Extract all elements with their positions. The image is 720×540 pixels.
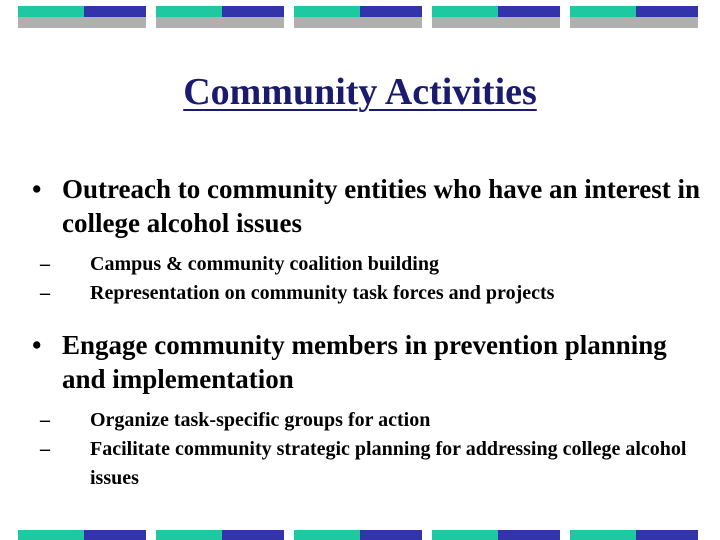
decorative-segment [294,530,426,540]
sub-bullet-item [30,250,700,279]
sub-bullet-text: Organize task-specific groups for action [90,409,431,431]
decorative-segment [294,6,426,30]
decorative-segment [156,530,288,540]
sub-bullet-list [30,406,700,493]
sub-bullet-marker: – [40,438,50,460]
sub-bullet-text: Facilitate community strategic planning for addressing college alcohol issues [90,438,687,489]
bullet-list [30,172,700,507]
sub-bullet-item [30,406,700,435]
sub-bullet-item [30,279,700,308]
bullet-text: Engage community members in prevention planning and implementation [62,330,667,394]
bullet-marker: • [32,174,42,204]
sub-bullet-list [30,250,700,308]
bullet-item [30,328,700,396]
decorative-segment [156,6,288,30]
decorative-segment [18,530,150,540]
decorative-segment [18,6,150,30]
slide-title: Community Activities [183,71,537,113]
bullet-marker: • [32,330,42,360]
bullet-item [30,172,700,240]
sub-bullet-item [30,435,700,493]
top-decorative-band [0,6,720,30]
sub-bullet-marker: – [40,253,50,275]
decorative-segment [432,6,564,30]
decorative-segment [570,530,702,540]
sub-bullet-text: Campus & community coalition building [90,253,439,275]
bottom-decorative-band [0,530,720,540]
decorative-segment [570,6,702,30]
sub-bullet-marker: – [40,409,50,431]
sub-bullet-marker: – [40,282,50,304]
bullet-text: Outreach to community entities who have an interest in college alcohol issues [62,174,700,238]
sub-bullet-text: Representation on community task forces and projects [90,282,555,304]
decorative-segment [432,530,564,540]
